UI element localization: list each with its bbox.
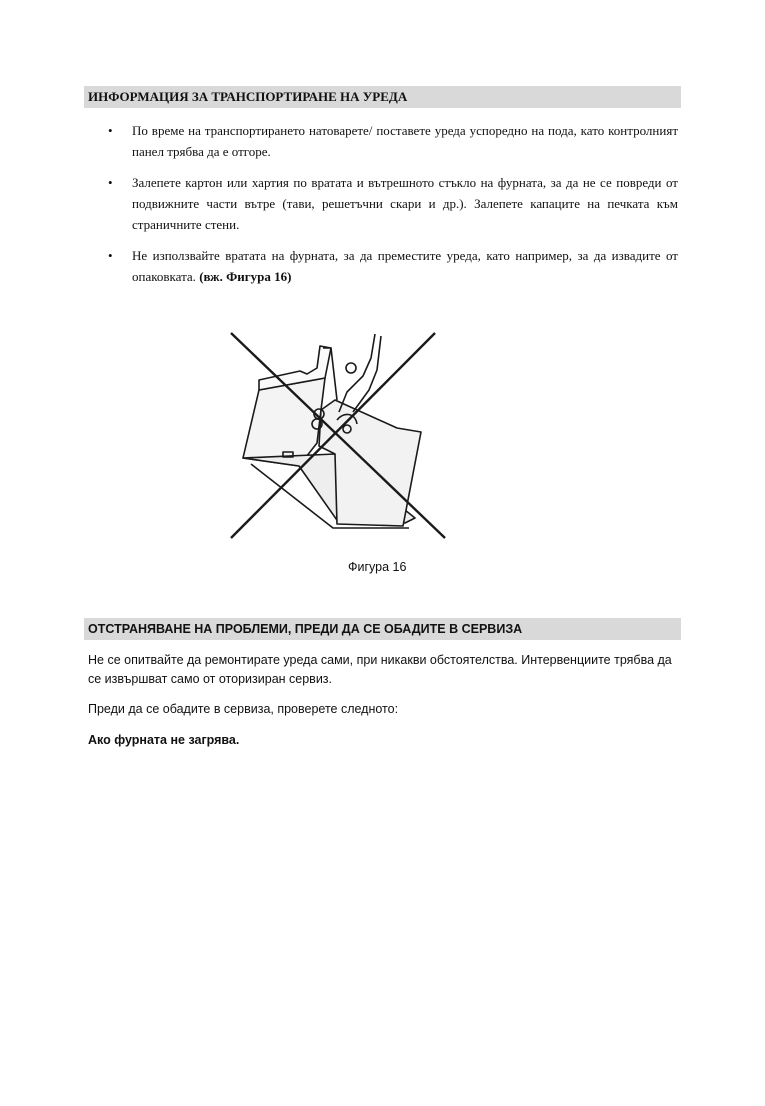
bullet-icon: • xyxy=(108,175,113,190)
knob-icon xyxy=(346,363,356,373)
figure-16-illustration xyxy=(225,328,450,543)
list-item-text: По време на транспортирането натоварете/ поставете уреда успоредно на пода, като контролният панел трябва да е отгоре. xyxy=(132,123,678,159)
transport-instructions-list xyxy=(108,120,678,297)
figure-caption: Фигура 16 xyxy=(348,560,407,574)
troubleshooting-check-paragraph: Преди да се обадите в сервиза, проверете следното: xyxy=(88,702,399,716)
figure-reference: (вж. Фигура 16) xyxy=(199,269,292,284)
list-item xyxy=(108,172,678,235)
list-item xyxy=(108,245,678,287)
list-item xyxy=(108,120,678,162)
list-item-text: Залепете картон или хартия по вратата и вътрешното стъкло на фурната, за да не се повреди от подвижните части вътре (тави, решетъчни скари и др.). Залепете капаците на печката към страничните стени. xyxy=(132,175,678,232)
troubleshooting-subheading: Ако фурната не загрява. xyxy=(88,733,240,747)
bullet-icon: • xyxy=(108,123,113,138)
troubleshooting-warning-paragraph: Не се опитвайте да ремонтирате уреда сами, при никакви обстоятелства. Интервенциите трябва да се извършват само от оторизиран сервиз. xyxy=(88,653,672,686)
list-item-text: Не използвайте вратата на фурната, за да преместите уреда, като например, за да извадите от опаковката. xyxy=(132,248,678,284)
troubleshooting-section-heading: ОТСТРАНЯВАНЕ НА ПРОБЛЕМИ, ПРЕДИ ДА СЕ ОБАДИТЕ В СЕРВИЗА xyxy=(84,618,681,640)
bullet-icon: • xyxy=(108,248,113,263)
transport-section-heading: ИНФОРМАЦИЯ ЗА ТРАНСПОРТИРАНЕ НА УРЕДА xyxy=(84,86,681,108)
